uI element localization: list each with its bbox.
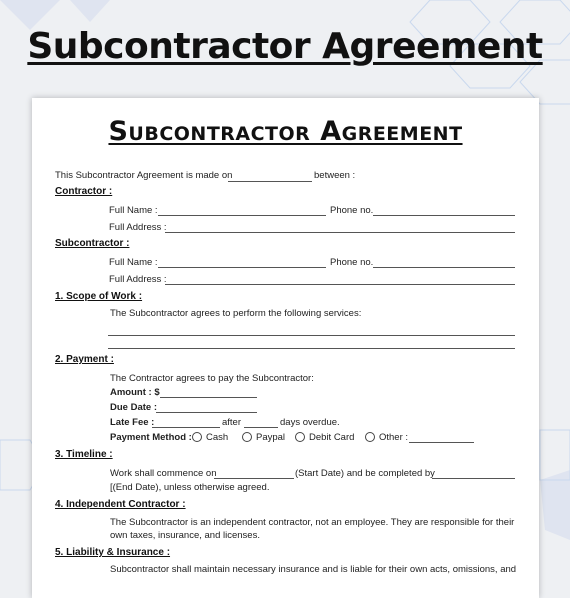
contractor-address-field[interactable] — [165, 232, 515, 233]
subcontractor-address-label: Full Address : — [109, 274, 167, 285]
timeline-commence: Work shall commence on — [110, 468, 217, 479]
amount-label: Amount : $ — [110, 387, 160, 398]
subcontractor-phone-field[interactable] — [373, 267, 515, 268]
other-radio[interactable] — [365, 432, 375, 442]
subcontractor-address-field[interactable] — [165, 284, 515, 285]
document-page — [32, 98, 539, 598]
contractor-full-name-label: Full Name : — [109, 205, 158, 216]
due-date-field[interactable] — [156, 412, 257, 413]
end-date-field[interactable] — [432, 478, 515, 479]
document-title: Subcontractor Agreement — [108, 116, 463, 147]
other-method-field[interactable] — [409, 442, 474, 443]
other-label: Other : — [379, 432, 409, 443]
liability-heading: 5. Liability & Insurance : — [55, 547, 171, 558]
banner-title: Subcontractor Agreement — [27, 26, 543, 67]
scope-text: The Subcontractor agrees to perform the following services: — [110, 308, 362, 319]
late-fee-after: after — [222, 417, 242, 428]
due-date-label: Due Date : — [110, 402, 157, 413]
independent-line-2: own taxes, insurance, and licenses. — [110, 530, 260, 541]
late-fee-days-overdue: days overdue. — [280, 417, 340, 428]
intro-between: between : — [314, 170, 356, 181]
amount-field[interactable] — [160, 397, 257, 398]
cash-radio[interactable] — [192, 432, 202, 442]
contractor-heading: Contractor : — [55, 186, 113, 197]
scope-line-2[interactable] — [108, 348, 515, 349]
payment-method-label: Payment Method : — [110, 432, 192, 443]
subcontractor-heading: Subcontractor : — [55, 238, 130, 249]
contractor-phone-label: Phone no. — [330, 205, 374, 216]
liability-line-1: Subcontractor shall maintain necessary insurance and is liable for their own acts, omissions, and — [110, 564, 517, 575]
payment-heading: 2. Payment : — [55, 354, 114, 365]
cash-label: Cash — [206, 432, 229, 443]
independent-heading: 4. Independent Contractor : — [55, 499, 186, 510]
intro-text: This Subcontractor Agreement is made on — [55, 170, 233, 181]
subcontractor-full-name-label: Full Name : — [109, 257, 158, 268]
timeline-end: [(End Date), unless otherwise agreed. — [110, 482, 270, 493]
debit-card-radio[interactable] — [295, 432, 305, 442]
timeline-heading: 3. Timeline : — [55, 449, 113, 460]
debit-card-label: Debit Card — [309, 432, 355, 443]
start-date-field[interactable] — [214, 478, 294, 479]
independent-line-1: The Subcontractor is an independent contractor, not an employee. They are responsible for their — [110, 517, 515, 528]
paypal-label: Paypal — [256, 432, 286, 443]
contractor-phone-field[interactable] — [373, 215, 515, 216]
payment-text: The Contractor agrees to pay the Subcontractor: — [110, 373, 314, 384]
subcontractor-full-name-field[interactable] — [158, 267, 326, 268]
late-fee-label: Late Fee : — [110, 417, 155, 428]
late-fee-field[interactable] — [152, 427, 220, 428]
subcontractor-phone-label: Phone no. — [330, 257, 374, 268]
contractor-address-label: Full Address : — [109, 222, 167, 233]
scope-heading: 1. Scope of Work : — [55, 291, 143, 302]
contractor-full-name-field[interactable] — [158, 215, 326, 216]
scope-line-1[interactable] — [108, 335, 515, 336]
timeline-start: (Start Date) and be completed by — [295, 468, 435, 479]
agreement-date-field[interactable] — [228, 181, 312, 182]
paypal-radio[interactable] — [242, 432, 252, 442]
late-fee-days-field[interactable] — [244, 427, 278, 428]
